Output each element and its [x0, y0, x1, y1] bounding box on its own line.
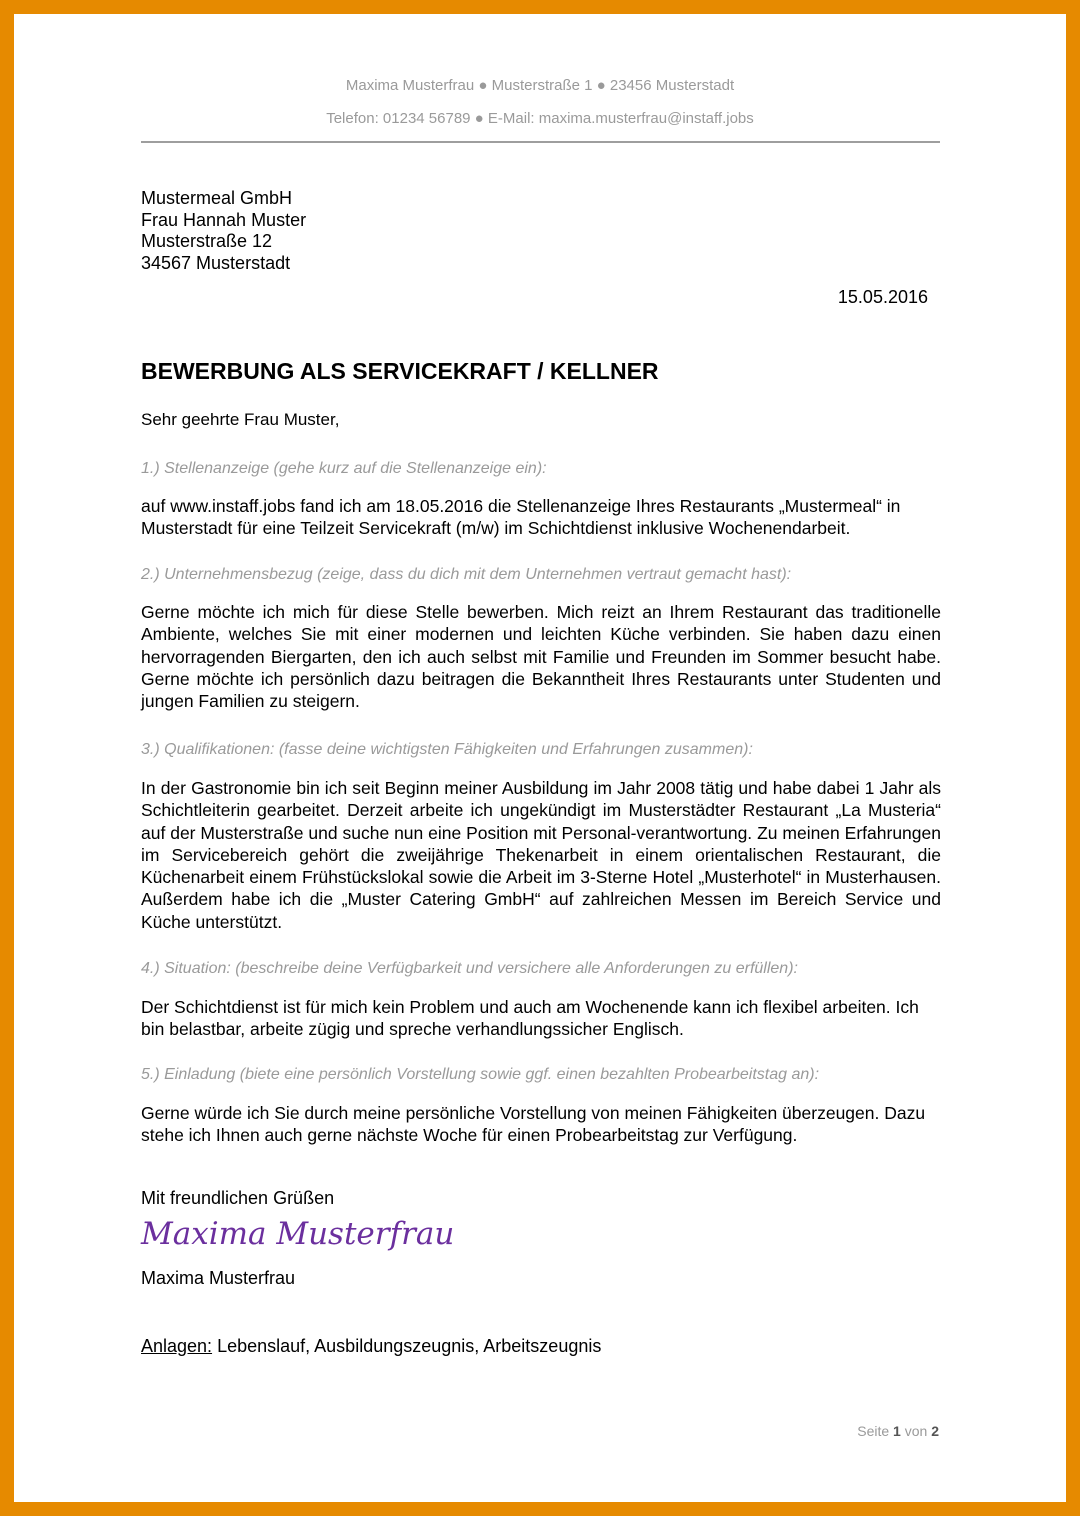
section-hint-2: 2.) Unternehmensbezug (zeige, dass du dich mit dem Unternehmen vertraut gemacht hast): [141, 566, 792, 583]
section-hint-4: 4.) Situation: (beschreibe deine Verfügbarkeit und versichere alle Anforderungen zu erfüllen): [141, 960, 798, 977]
section-text-4: Der Schichtdienst ist für mich kein Problem und auch am Wochenende kann ich flexibel arbeiten. Ich bin belastbar, arbeite zügig und spreche verhandlungssicher Englisch. [141, 997, 919, 1040]
signature-name: Maxima Musterfrau [141, 1268, 296, 1288]
section-text-5: Gerne würde ich Sie durch meine persönliche Vorstellung von meinen Fähigkeiten überzeugen. Dazu stehe ich Ihnen auch gerne nächste Woche für einen Probearbeitstag zur Verfügung. [141, 1103, 926, 1146]
recipient-company: Mustermeal GmbH [141, 188, 293, 208]
subject-line: BEWERBUNG ALS SERVICEKRAFT / KELLNER [141, 358, 659, 384]
section-text-2: Gerne möchte ich mich für diese Stelle bewerben. Mich reizt an Ihrem Restaurant das traditionelle Ambiente, welches Sie mit einer modernen und leichten Küche verbinden. Sie haben dazu einen hervorragenden Biergarten, den ich auch selbst mit Familie und Freunden im Sommer besucht habe. Gerne möchte ich persönlich dazu beitragen die Bekanntheit Ihres Restaurants unter Studenten und jungen Familien zu steigern. [141, 602, 941, 712]
enclosures-items: Lebenslauf, Ausbildungszeugnis, Arbeitszeugnis [217, 1336, 602, 1356]
section-hint-3: 3.) Qualifikationen: (fasse deine wichtigsten Fähigkeiten und Erfahrungen zusammen): [141, 741, 753, 758]
section-text-3: In der Gastronomie bin ich seit Beginn meiner Ausbildung im Jahr 2008 tätig und habe dabei 1 Jahr als Schichtleiterin gearbeitet. Derzeit arbeite ich ungekündigt im Musterstädter Restaurant „La Musteria“ auf der Musterstraße und suche nun eine Position mit Personal-verantwortung. Zu meinen Erfahrungen im Servicebereich gehört die zweijährige Thekenarbeit in einem orientalischen Restaurant, die Küchenarbeit einem Frühstückslokal sowie die Arbeit im 3-Sterne Hotel „Musterhotel“ in Musterhausen. Außerdem habe ich die „Muster Catering GmbH“ auf zahlreichen Messen im Bereich Service und Küche unterstützt. [141, 778, 941, 932]
enclosures-label: Anlagen: [141, 1336, 213, 1356]
section-text-1: auf www.instaff.jobs fand ich am 18.05.2016 die Stellenanzeige Ihres Restaurants „Mustermeal“ in Musterstadt für eine Teilzeit Servicekraft (m/w) im Schichtdienst inklusive Wochenendarbeit. [141, 496, 901, 539]
handwritten-signature: Maxima Musterfrau [141, 1216, 455, 1252]
section-hint-1: 1.) Stellenanzeige (gehe kurz auf die Stellenanzeige ein): [141, 460, 547, 477]
page-current: 1 [893, 1423, 901, 1439]
salutation: Sehr geehrte Frau Muster, [141, 410, 340, 429]
page-number [857, 1423, 939, 1439]
of-word: von [904, 1423, 928, 1439]
letter-page [14, 14, 1066, 1502]
enclosures [141, 1336, 941, 1357]
sender-contact-line: Telefon: 01234 56789 ● E-Mail: maxima.musterfrau@instaff.jobs [326, 110, 754, 127]
page-total: 2 [931, 1423, 939, 1439]
recipient-city: 34567 Musterstadt [141, 252, 291, 273]
sender-address-line: Maxima Musterfrau ● Musterstraße 1 ● 23456 Musterstadt [345, 77, 735, 94]
letter-date: 15.05.2016 [837, 287, 928, 307]
closing-phrase: Mit freundlichen Grüßen [141, 1188, 335, 1208]
page-word: Seite [857, 1423, 890, 1439]
recipient-street: Musterstraße 12 [141, 231, 273, 251]
recipient-person: Frau Hannah Muster [141, 209, 307, 230]
recipient-address [141, 188, 941, 274]
header-divider [141, 141, 940, 143]
section-hint-5: 5.) Einladung (biete eine persönlich Vorstellung sowie ggf. einen bezahlten Probearbeitstag an): [141, 1066, 820, 1083]
